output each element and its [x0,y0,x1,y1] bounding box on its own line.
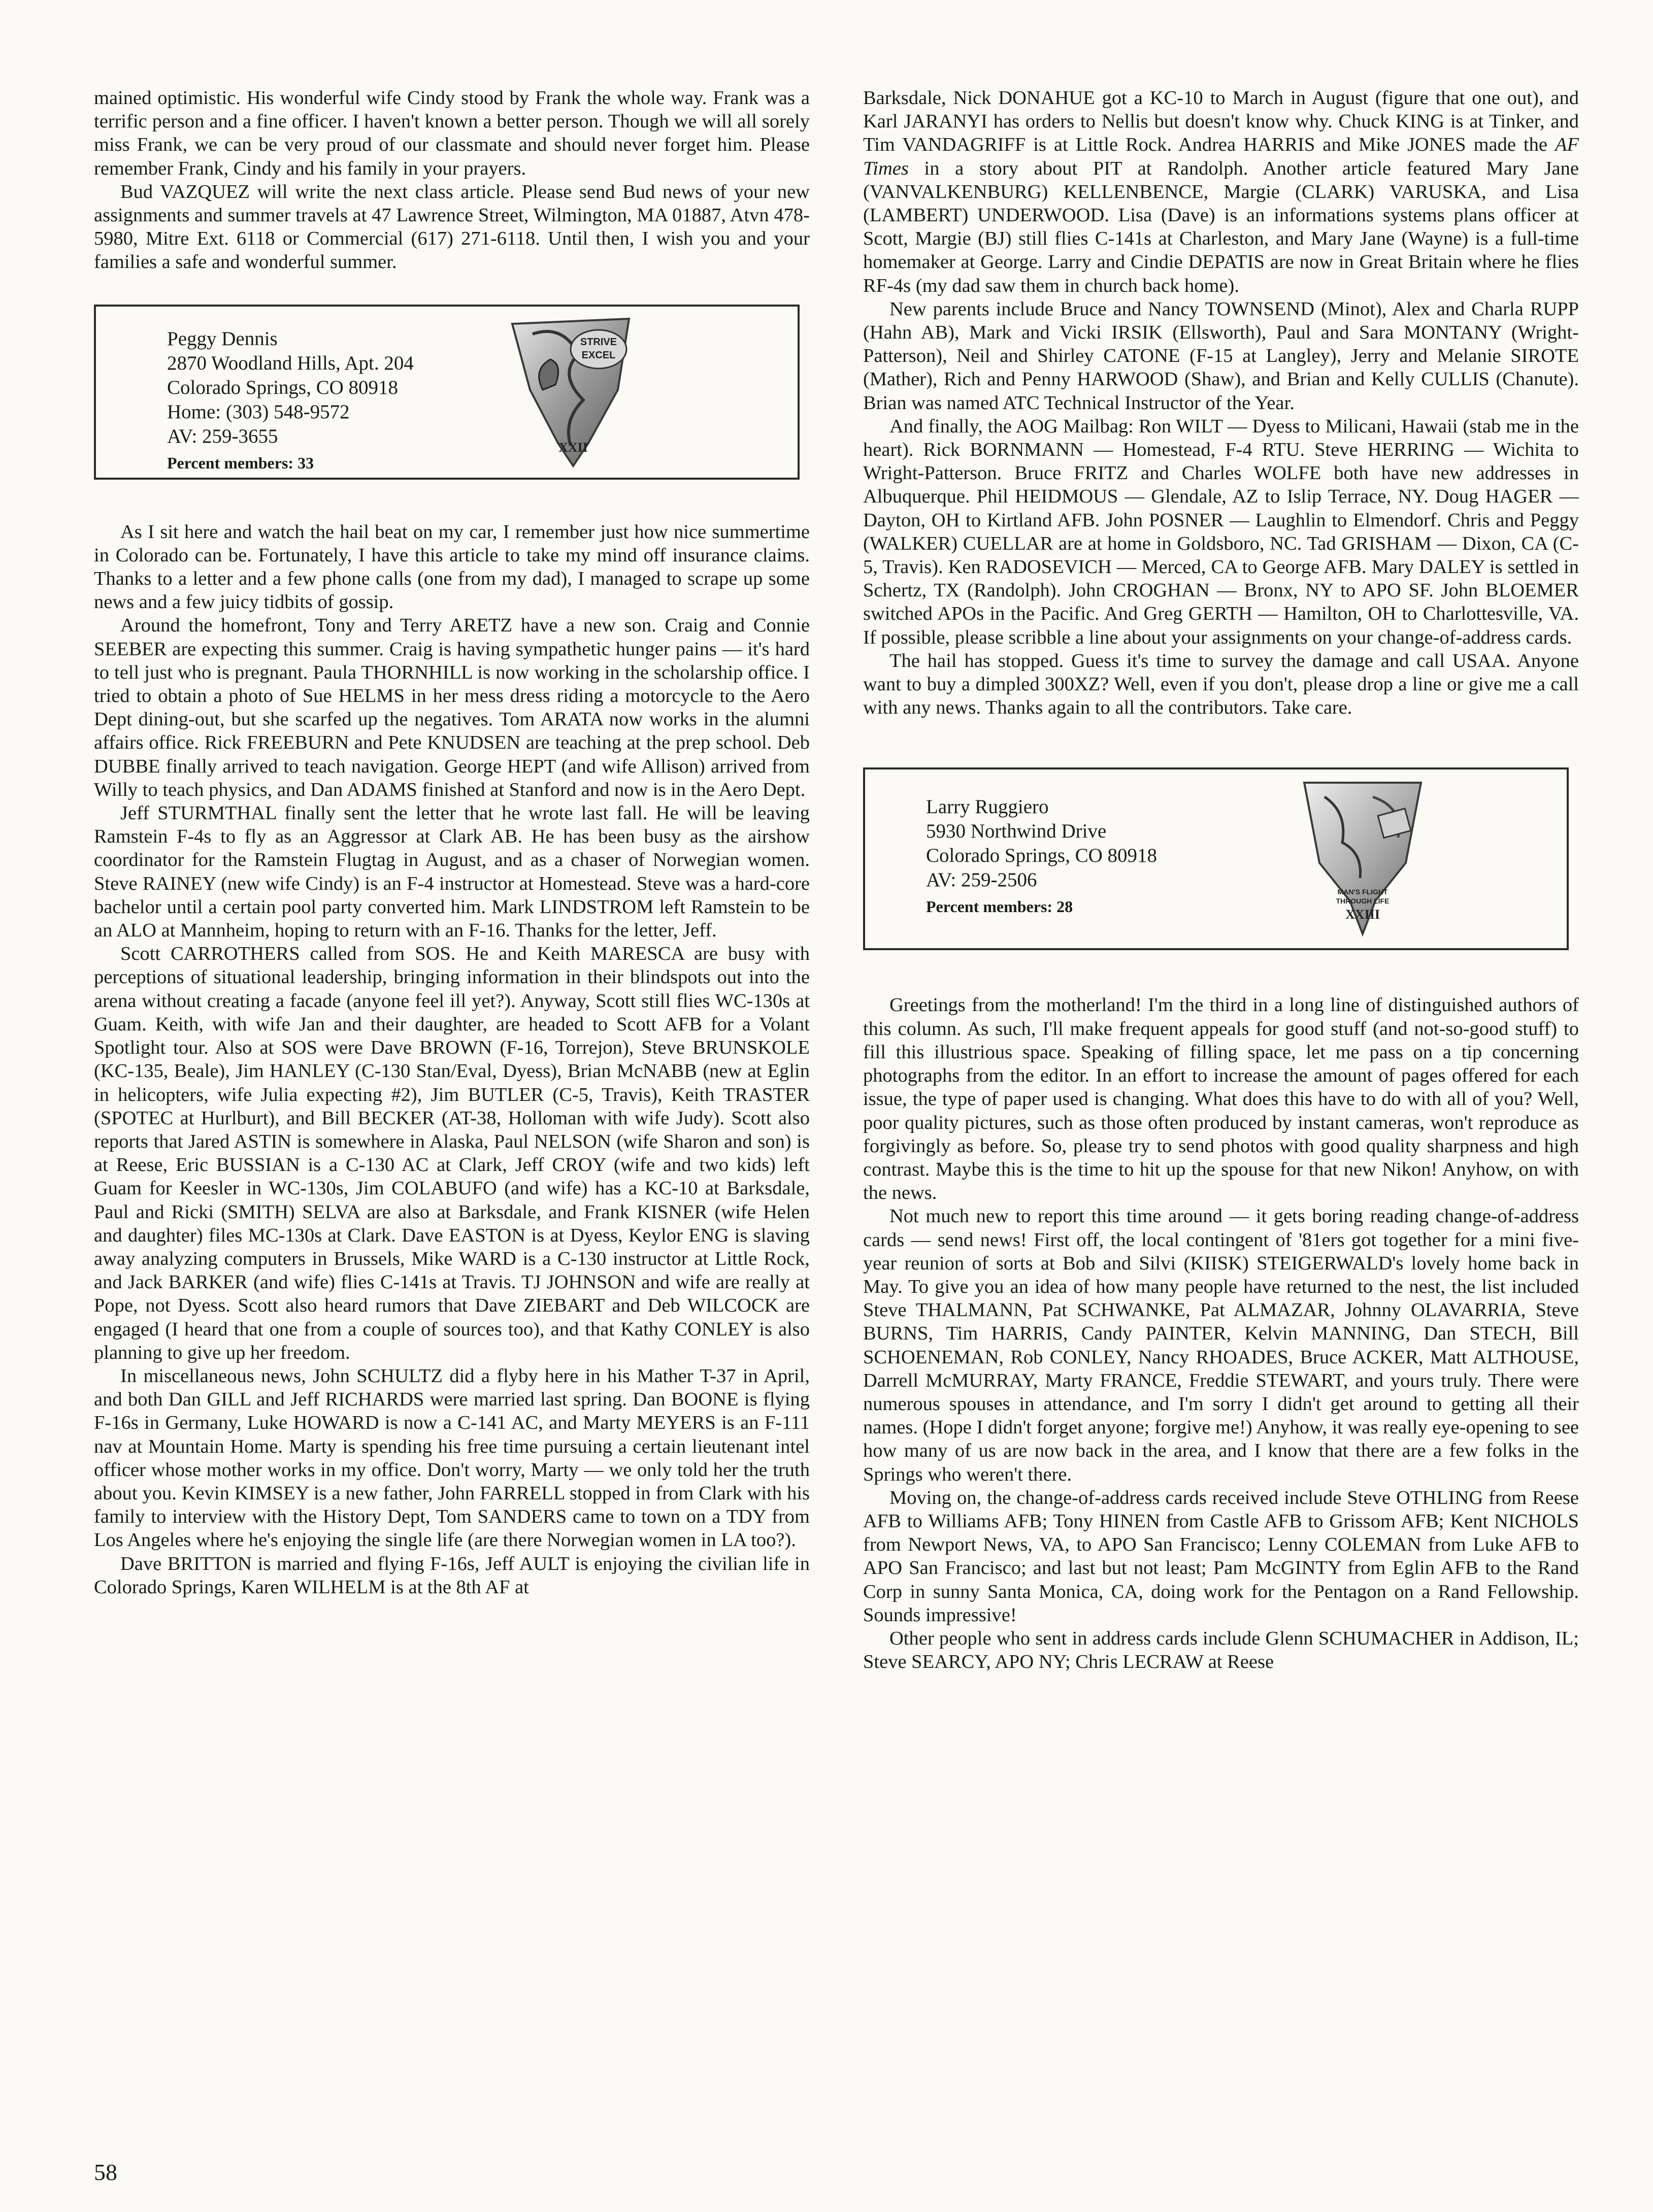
paragraph: And finally, the AOG Mailbag: Ron WILT — Dyess to Milicani, Hawaii (stab me in the heart). Rick BORNMANN — Homestead, F-4 RTU. Steve HERRING — Wichita to Wright-Patterson. Bruce FRITZ and Charles WOLFE both have new addresses in Albuquerque. Phil HEIDMOUS — Glendale, AZ to Islip Terrace, NY. Doug HAGER — Dayton, OH to Kirtland AFB. John POSNER — Laughlin to Elmendorf. Chris and Peggy (WALKER) CUELLAR are at home in Goldsboro, NC. Tad GRISHAM — Dixon, CA (C-5, Travis). Ken RADOSEVICH — Merced, CA to George AFB. Mary DALEY is settled in Schertz, TX (Randolph). John CROGHAN — Bronx, NY to APO SF. John BLOEMER switched APOs in the Pacific. And Greg GERTH — Hamilton, OH to Charlottesville, VA. If possible, please scribble a line about your assignments on your change-of-address cards. [863,415,1579,648]
contact-address [926,795,1157,919]
paragraph: mained optimistic. His wonderful wife Cindy stood by Frank the whole way. Frank was a terrific person and a fine officer. I haven't known a better person. Though we will all sorely miss Frank, we can be very proud of our classmate and should never forget him. Please remember Frank, Cindy and his family in your prayers. [94,87,810,179]
paragraph: Around the homefront, Tony and Terry ARETZ have a new son. Craig and Connie SEEBER are expecting this summer. Craig is having sympathetic hunger pains — it's hard to tell just who is pregnant. Paula THORNHILL is now working in the scholarship office. I tried to obtain a photo of Sue HELMS in her mess dress riding a motorcycle to the Aero Dept dining-out, but she scarfed up the negatives. Tom ARATA now works in the alumni affairs office. Rick FREEBURN and Pete KNUDSEN are teaching at the prep school. Deb DUBBE finally arrived to teach navigation. George HEPT (and wife Allison) arrived from Willy to teach physics, and Dan ADAMS finished at Stanford and now is in the Aero Dept. [94,615,810,800]
class-secretary-box [94,305,800,480]
class-crest-icon [1297,777,1429,942]
contact-name: Larry Ruggiero [926,796,1049,818]
crest-roman-numeral: XXIII [1345,907,1380,922]
class-secretary-box [863,767,1569,950]
paragraph: Bud VAZQUEZ will write the next class article. Please send Bud news of your new assignments and summer travels at 47 Lawrence Street, Wilmington, MA 01887, Atvn 478-5980, Mitre Ext. 6118 or Commercial (617) 271-6118. Until then, I wish you and your families a safe and wonderful summer. [94,181,810,273]
paragraph: Greetings from the motherland! I'm the third in a long line of distinguished authors of this column. As such, I'll make frequent appeals for good stuff (and not-so-good stuff) to fill this illustrious space. Speaking of filling space, let me pass on a tip concerning photographs from the editor. In an effort to increase the amount of pages offered for each issue, the type of paper used is changing. What does this have to do with all of you? Well, poor quality pictures, such as those often produced by instant cameras, won't reproduce as forgivingly as before. So, please try to send photos with good quality sharpness and high contrast. Maybe this is the time to hit up the spouse for that new Nikon! Anyhow, on with the news. [863,994,1579,1204]
contact-home-phone: Home: (303) 548-9572 [167,400,350,423]
crest-word-excel: EXCEL [581,349,616,361]
contact-name: Peggy Dennis [167,327,278,350]
left-column [94,86,810,1599]
paragraph: Moving on, the change-of-address cards received include Steve OTHLING from Reese AFB to Williams AFB; Tony HINEN from Castle AFB to Grissom AFB; Kent NICHOLS from Newport News, VA, to APO San Francisco; Lenny COLEMAN from Luke AFB to APO San Francisco; and last but not least; Pam McGINTY from Eglin AFB to the Rand Corp in sunny Santa Monica, CA, doing work for the Pentagon on a Rand Fellowship. Sounds impressive! [863,1487,1579,1626]
percent-members: Percent members: 28 [926,897,1073,916]
contact-address [167,327,414,475]
contact-street: 2870 Woodland Hills, Apt. 204 [167,352,414,374]
paragraph: New parents include Bruce and Nancy TOWNSEND (Minot), Alex and Charla RUPP (Hahn AB), Mark and Vicki IRSIK (Ellsworth), Paul and Sara MONTANY (Wright-Patterson), Neil and Shirley CATONE (F-15 at Langley), Jerry and Melanie SIROTE (Mather), Rich and Penny HARWOOD (Shaw), and Brian and Kelly CULLIS (Chanute). Brian was named ATC Technical Instructor of the Year. [863,298,1579,414]
contact-av: AV: 259-2506 [926,869,1037,891]
right-column [863,86,1579,1673]
paragraph: Dave BRITTON is married and flying F-16s, Jeff AULT is enjoying the civilian life in Colorado Springs, Karen WILHELM is at the 8th AF at [94,1553,810,1598]
class-crest-icon [502,314,639,474]
crest-motto-line-1: MAN'S FLIGHT [1337,888,1388,896]
paragraph: Not much new to report this time around — it gets boring reading change-of-address cards — send news! First off, the local contingent of '81ers got together for a mini five-year reunion of sorts at Bob and Silvi (KIISK) STEIGERWALD's lovely home back in May. To give you an idea of how many people have returned to the nest, the list included Steve THALMANN, Pat SCHWANKE, Pat ALMAZAR, Johnny OLAVARRIA, Steve BURNS, Tim HARRIS, Candy PAINTER, Kelvin MANNING, Dan STECH, Bill SCHOENEMAN, Rob CONLEY, Nancy RHOADES, Bruce ACKER, Matt ALTHOUSE, Darrell McMURRAY, Marty FRANCE, Freddie STEWART, and yours truly. There were numerous spouses in attendance, and I'm sorry I didn't get around to getting all their names. (Hope I didn't forget anyone; forgive me!) Anyhow, it was really eye-opening to see how many of us are now back in the area, and I know that there are a few folks in the Springs who weren't there. [863,1205,1579,1485]
contact-city: Colorado Springs, CO 80918 [926,845,1158,867]
paragraph: Other people who sent in address cards include Glenn SCHUMACHER in Addison, IL; Steve SEARCY, APO NY; Chris LECRAW at Reese [863,1627,1579,1673]
contact-street: 5930 Northwind Drive [926,820,1107,843]
paragraph: The hail has stopped. Guess it's time to survey the damage and call USAA. Anyone want to buy a dimpled 300XZ? Well, even if you don't, please drop a line or give me a call with any news. Thanks again to all the contributors. Take care. [863,650,1579,719]
paragraph: As I sit here and watch the hail beat on my car, I remember just how nice summertime in Colorado can be. Fortunately, I have this article to take my mind off insurance claims. Thanks to a letter and a few phone calls (one from my dad), I managed to scrape up some news and a few juicy tidbits of gossip. [94,521,810,613]
paragraph: Barksdale, Nick DONAHUE got a KC-10 to March in August (figure that one out), and Karl JARANYI has orders to Nellis but doesn't know why. Chuck KING is at Tinker, and Tim VANDAGRIFF is at Little Rock. Andrea HARRIS and Mike JONES made the AF Times in a story about PIT at Randolph. Another article featured Mary Jane (VANVALKENBURG) KELLENBENCE, Margie (CLARK) VARUSKA, and Lisa (LAMBERT) UNDERWOOD. Lisa (Dave) is an informations systems plans officer at Scott, Margie (BJ) still flies C-141s at Charleston, and Mary Jane (Wayne) is a full-time homemaker at George. Larry and Cindie DEPATIS are now in Great Britain where he flies RF-4s (my dad saw them in church back home). [863,87,1579,296]
crest-word-strive: STRIVE [580,336,617,348]
page-number: 58 [94,2159,117,2185]
paragraph: In miscellaneous news, John SCHULTZ did a flyby here in his Mather T-37 in April, and both Dan GILL and Jeff RICHARDS were married last spring. Dan BOONE is flying F-16s in Germany, Luke HOWARD is now a C-141 AC, and Marty MEYERS is an F-111 nav at Mountain Home. Marty is spending his free time pursuing a certain lieutenant intel officer whose mother works in my office. Don't worry, Marty — we only told her the truth about you. Kevin KIMSEY is a new father, John FARRELL stopped in from Clark with his family to interview with the History Dept, Tom SANDERS came to town on a TDY from Los Angeles where he's enjoying the single life (are there Norwegian women in LA too?). [94,1365,810,1551]
contact-av: AV: 259-3655 [167,425,278,447]
contact-city: Colorado Springs, CO 80918 [167,376,399,398]
percent-members: Percent members: 33 [167,453,314,472]
paragraph: Jeff STURMTHAL finally sent the letter that he wrote last fall. He will be leaving Ramstein F-4s to fly as an Aggressor at Clark AB. He has been busy as the airshow coordinator for the Ramstein Flugtag in August, and as a chaser of Norwegian women. Steve RAINEY (new wife Cindy) is an F-4 instructor at Homestead. Steve was a hard-core bachelor until a certain pool party converted him. Mark LINDSTROM left Ramstein to be an ALO at Mannheim, hoping to return with an F-16. Thanks for the letter, Jeff. [94,802,810,942]
crest-motto-line-2: THROUGH LIFE [1336,897,1390,906]
crest-roman-numeral: XXII [558,440,588,455]
paragraph: Scott CARROTHERS called from SOS. He and Keith MARESCA are busy with perceptions of situational leadership, bringing information in their blindspots out into the arena without creating a facade (anyone feel ill yet?). Anyway, Scott still flies WC-130s at Guam. Keith, with wife Jan and their daughter, are headed to Scott AFB for a Volant Spotlight tour. Also at SOS were Dave BROWN (F-16, Torrejon), Steve BRUNSKOLE (KC-135, Beale), Jim HANLEY (C-130 Stan/Eval, Dyess), Brian McNABB (new at Eglin in helicopters, wife Julia expecting #2), Jim BUTLER (C-5, Travis), Keith TRASTER (SPOTEC at Hurlburt), and Bill BECKER (AT-38, Holloman with wife Judy). Scott also reports that Jared ASTIN is somewhere in Alaska, Paul NELSON (wife Sharon and son) is at Reese, Eric BUSSIAN is a C-130 AC at Clark, Jeff CROY (wife and two kids) left Guam for Keesler in WC-130s, Jim COLABUFO (and wife) has a KC-10 at Barksdale, Paul and Ricki (SMITH) SELVA are also at Barksdale, and Frank KISNER (wife Helen and daughter) files MC-130s at Clark. Dave EASTON is at Dyess, Keylor ENG is slaving away analyzing computers in Brussels, Mike WARD is a C-130 instructor at Little Rock, and Jack BARKER (and wife) flies C-141s at Travis. TJ JOHNSON and wife are really at Pope, not Dyess. Scott also heard rumors that Dave ZIEBART and Deb WILCOCK are engaged (I heard that one from a couple of sources too), and that Kathy CONLEY is also planning to give up her freedom. [94,943,810,1363]
